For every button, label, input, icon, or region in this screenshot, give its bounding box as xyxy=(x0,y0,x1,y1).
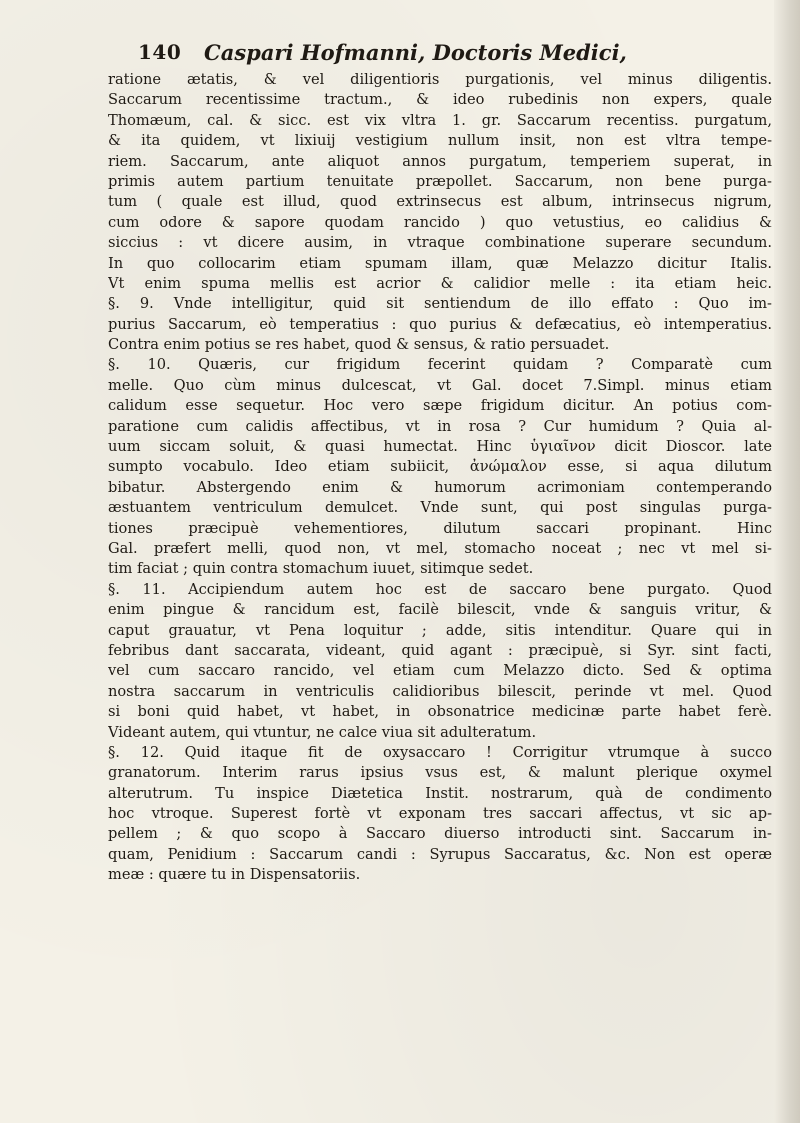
text-line: sumpto vocabulo. Ideo etiam subiicit, ἀνώμαλον esse, si aqua dilutum xyxy=(108,458,772,476)
text-line: purius Saccarum, eò temperatius : quo purius & defæcatius, eò intemperatius. xyxy=(108,315,772,333)
text-line: vel cum saccaro rancido, vel etiam cum Melazzo dicto. Sed & optima xyxy=(108,662,772,680)
text-line: Saccarum recentissime tractum., & ideo rubedinis non expers, quale xyxy=(108,91,772,109)
text-line: tum ( quale est illud, quod extrinsecus est album, intrinsecus nigrum, xyxy=(108,193,772,211)
text-line: Contra enim potius se res habet, quod & sensus, & ratio persuadet. xyxy=(108,336,610,354)
text-line: ratione ætatis, & vel diligentioris purgationis, vel minus diligentis. xyxy=(108,71,772,88)
text-line: uum siccam soluit, & quasi humectat. Hinc ὑγιαῖνον dicit Dioscor. late xyxy=(108,438,772,456)
text-line: caput grauatur, vt Pena loquitur ; adde, sitis intenditur. Quare qui in xyxy=(108,621,772,639)
text-line: enim pingue & rancidum est, facilè bilescit, vnde & sanguis vritur, & xyxy=(108,601,772,619)
text-line: quam, Penidium : Saccarum candi : Syrupus Saccaratus, &c. Non est operæ xyxy=(108,845,772,863)
text-line: meæ : quære tu in Dispensatoriis. xyxy=(108,866,361,884)
text-line: §. 12. Quid itaque fit de oxysaccaro ! Corrigitur vtrumque à succo xyxy=(108,743,772,761)
body-text xyxy=(108,70,772,886)
text-line: febribus dant saccarata, videant, quid agant : præcipuè, si Syr. sint facti, xyxy=(108,641,772,659)
running-title: Caspari Hofmanni, Doctoris Medici, xyxy=(204,40,627,65)
text-line: granatorum. Interim rarus ipsius vsus est, & malunt plerique oxymel xyxy=(108,764,772,782)
text-line: hoc vtroque. Superest fortè vt exponam tres saccari affectus, vt sic ap- xyxy=(108,805,772,823)
text-line: primis autem partium tenuitate præpollet. Saccarum, non bene purga- xyxy=(108,172,772,190)
text-line: Thomæum, cal. & sicc. est vix vltra 1. gr. Saccarum recentiss. purgatum, xyxy=(108,111,772,129)
text-line: Videant autem, qui vtuntur, ne calce viua sit adulteratum. xyxy=(108,723,537,741)
text-line: In quo collocarim etiam spumam illam, quæ Melazzo dicitur Italis. xyxy=(108,254,772,272)
text-line: calidum esse sequetur. Hoc vero sæpe frigidum dicitur. An potius com- xyxy=(108,397,772,415)
page-number: 140 xyxy=(138,40,182,64)
text-line: Vt enim spuma mellis est acrior & calidior melle : ita etiam heic. xyxy=(108,274,772,292)
text-line: §. 9. Vnde intelligitur, quid sit sentiendum de illo effato : Quo im- xyxy=(108,295,772,313)
text-line: §. 11. Accipiendum autem hoc est de saccaro bene purgato. Quod xyxy=(108,580,772,598)
text-line: nostra saccarum in ventriculis calidioribus bilescit, perinde vt mel. Quod xyxy=(108,682,772,700)
text-line: §. 10. Quæris, cur frigidum fecerint quidam ? Comparatè cum xyxy=(108,356,772,374)
text-line: æstuantem ventriculum demulcet. Vnde sunt, qui post singulas purga- xyxy=(108,499,772,517)
page-gutter-shadow xyxy=(774,0,800,1123)
text-line: si boni quid habet, vt habet, in obsonatrice medicinæ parte habet ferè. xyxy=(108,703,772,721)
text-line: melle. Quo cùm minus dulcescat, vt Gal. docet 7.Simpl. minus etiam xyxy=(108,376,772,394)
text-line: alterutrum. Tu inspice Diætetica Instit. nostrarum, quà de condimento xyxy=(108,784,772,802)
text-line: Gal. præfert melli, quod non, vt mel, stomacho noceat ; nec vt mel si- xyxy=(108,539,772,557)
text-line: tiones præcipuè vehementiores, dilutum saccari propinant. Hinc xyxy=(108,519,772,537)
text-line: bibatur. Abstergendo enim & humorum acrimoniam contemperando xyxy=(108,478,772,496)
text-line: cum odore & sapore quodam rancido ) quo vetustius, eo calidius & xyxy=(108,213,772,231)
text-line: & ita quidem, vt lixiuij vestigium nullum insit, non est vltra tempe- xyxy=(108,132,772,150)
text-line: pellem ; & quo scopo à Saccaro diuerso introducti sint. Saccarum in- xyxy=(108,825,772,843)
page-header xyxy=(138,40,738,66)
text-line: riem. Saccarum, ante aliquot annos purgatum, temperiem superat, in xyxy=(108,152,772,170)
text-line: paratione cum calidis affectibus, vt in rosa ? Cur humidum ? Quia al- xyxy=(108,417,772,435)
text-line: tim faciat ; quin contra stomachum iuuet, sitimque sedet. xyxy=(108,560,534,578)
text-line: siccius : vt dicere ausim, in vtraque combinatione superare secundum. xyxy=(108,234,772,252)
